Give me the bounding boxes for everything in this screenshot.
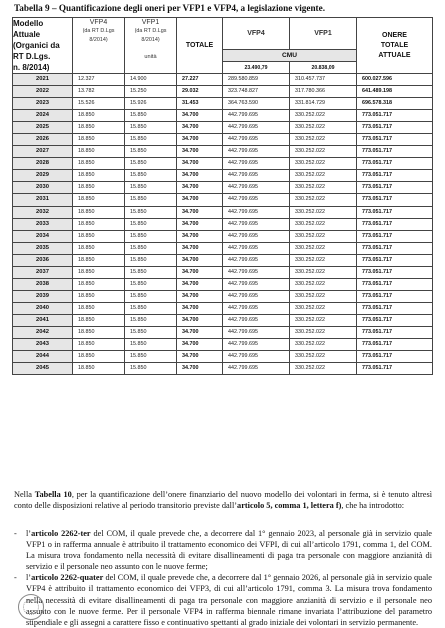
cell-vfp4: 18.850 xyxy=(73,266,125,278)
cell-totale: 34.700 xyxy=(177,363,223,375)
cell-cmu-vfp1: 330.252.022 xyxy=(290,339,357,351)
cell-year: 2027 xyxy=(13,146,73,158)
cell-totale: 34.700 xyxy=(177,146,223,158)
header-vfp4-cmu: VFP4 xyxy=(223,18,290,50)
cell-vfp1: 15.850 xyxy=(125,314,177,326)
cell-vfp1: 15.850 xyxy=(125,339,177,351)
cell-vfp1: 15.850 xyxy=(125,351,177,363)
cell-year: 2033 xyxy=(13,218,73,230)
cell-cmu-vfp1: 330.252.022 xyxy=(290,170,357,182)
cell-year: 2023 xyxy=(13,98,73,110)
table-row xyxy=(13,98,433,110)
cell-onere: 773.051.717 xyxy=(357,206,433,218)
cell-cmu-vfp1: 310.457.737 xyxy=(290,74,357,86)
cell-vfp4: 18.850 xyxy=(73,170,125,182)
table-row xyxy=(13,339,433,351)
cell-onere: 773.051.717 xyxy=(357,242,433,254)
cell-onere: 696.578.318 xyxy=(357,98,433,110)
cell-vfp4: 18.850 xyxy=(73,326,125,338)
table-row xyxy=(13,266,433,278)
cell-onere: 773.051.717 xyxy=(357,158,433,170)
bullet-list xyxy=(14,528,432,628)
cell-onere: 773.051.717 xyxy=(357,302,433,314)
cell-vfp4: 18.850 xyxy=(73,206,125,218)
cell-vfp1: 15.926 xyxy=(125,98,177,110)
cell-onere: 773.051.717 xyxy=(357,278,433,290)
table-row xyxy=(13,158,433,170)
cell-cmu-vfp1: 330.252.022 xyxy=(290,230,357,242)
cell-vfp4: 18.850 xyxy=(73,254,125,266)
cell-onere: 773.051.717 xyxy=(357,194,433,206)
cell-vfp1: 15.850 xyxy=(125,206,177,218)
cell-onere: 773.051.717 xyxy=(357,110,433,122)
cell-cmu-vfp4: 442.799.695 xyxy=(223,326,290,338)
cell-cmu-vfp1: 330.252.022 xyxy=(290,326,357,338)
table-row xyxy=(13,230,433,242)
cell-onere: 773.051.717 xyxy=(357,230,433,242)
table-row xyxy=(13,146,433,158)
articolo-5-ref: articolo 5, comma 1, lettera f) xyxy=(237,501,342,511)
header-vfp4: VFP4 (da RT D.Lgs 8/2014) xyxy=(73,18,125,74)
cell-vfp4: 18.850 xyxy=(73,218,125,230)
cell-vfp4: 18.850 xyxy=(73,314,125,326)
cell-cmu-vfp4: 442.799.695 xyxy=(223,351,290,363)
cell-vfp4: 18.850 xyxy=(73,194,125,206)
cell-year: 2036 xyxy=(13,254,73,266)
cell-year: 2040 xyxy=(13,302,73,314)
cell-vfp4: 18.850 xyxy=(73,290,125,302)
table-row xyxy=(13,242,433,254)
cell-totale: 34.700 xyxy=(177,314,223,326)
cell-vfp1: 15.850 xyxy=(125,218,177,230)
cell-totale: 34.700 xyxy=(177,278,223,290)
cell-cmu-vfp1: 331.814.729 xyxy=(290,98,357,110)
cell-vfp4: 18.850 xyxy=(73,351,125,363)
cell-vfp1: 15.850 xyxy=(125,158,177,170)
cell-onere: 773.051.717 xyxy=(357,326,433,338)
cell-cmu-vfp1: 330.252.022 xyxy=(290,290,357,302)
table-row xyxy=(13,326,433,338)
cell-onere: 773.051.717 xyxy=(357,134,433,146)
cell-totale: 27.227 xyxy=(177,74,223,86)
cell-cmu-vfp4: 442.799.695 xyxy=(223,242,290,254)
cell-cmu-vfp1: 330.252.022 xyxy=(290,314,357,326)
cell-year: 2038 xyxy=(13,278,73,290)
cell-cmu-vfp1: 317.780.366 xyxy=(290,86,357,98)
cell-cmu-vfp4: 442.799.695 xyxy=(223,278,290,290)
cell-cmu-vfp1: 330.252.022 xyxy=(290,266,357,278)
cell-cmu-vfp4: 442.799.695 xyxy=(223,290,290,302)
cell-cmu-vfp4: 442.799.695 xyxy=(223,122,290,134)
cell-cmu-vfp4: 442.799.695 xyxy=(223,158,290,170)
cell-totale: 34.700 xyxy=(177,122,223,134)
cell-cmu-vfp4: 442.799.695 xyxy=(223,230,290,242)
table-row xyxy=(13,218,433,230)
cell-cmu-vfp1: 330.252.022 xyxy=(290,194,357,206)
header-cmu-vfp4-value: 23.490,79 xyxy=(223,62,290,74)
cell-cmu-vfp1: 330.252.022 xyxy=(290,254,357,266)
cell-cmu-vfp1: 330.252.022 xyxy=(290,363,357,375)
cell-vfp1: 15.850 xyxy=(125,134,177,146)
articolo-2262-ter: articolo 2262-ter xyxy=(31,529,91,538)
cell-vfp1: 15.850 xyxy=(125,278,177,290)
intro-paragraph: Nella Tabella 10, per la quantificazione dell’onere finanziario del nuovo modello dei volontari in ferma, si è tenuto altresì conto delle disposizioni relative al periodo transitorio previste dall’articolo 5, comma 1, lettera f), che ha introdotto: xyxy=(14,490,432,511)
cell-onere: 773.051.717 xyxy=(357,218,433,230)
cell-cmu-vfp4: 442.799.695 xyxy=(223,363,290,375)
cell-onere: 773.051.717 xyxy=(357,290,433,302)
cell-vfp1: 15.850 xyxy=(125,302,177,314)
table-row xyxy=(13,182,433,194)
cell-totale: 34.700 xyxy=(177,110,223,122)
table-row xyxy=(13,134,433,146)
cell-onere: 773.051.717 xyxy=(357,182,433,194)
cell-totale: 29.032 xyxy=(177,86,223,98)
cell-year: 2039 xyxy=(13,290,73,302)
cell-totale: 34.700 xyxy=(177,242,223,254)
cell-totale: 34.700 xyxy=(177,351,223,363)
cell-vfp4: 18.850 xyxy=(73,146,125,158)
cell-totale: 34.700 xyxy=(177,170,223,182)
cell-cmu-vfp1: 330.252.022 xyxy=(290,351,357,363)
cell-totale: 34.700 xyxy=(177,339,223,351)
cell-vfp4: 13.782 xyxy=(73,86,125,98)
cell-onere: 773.051.717 xyxy=(357,254,433,266)
cell-vfp1: 15.250 xyxy=(125,86,177,98)
cell-vfp1: 15.850 xyxy=(125,266,177,278)
cell-vfp4: 15.526 xyxy=(73,98,125,110)
table-row xyxy=(13,74,433,86)
cell-onere: 773.051.717 xyxy=(357,363,433,375)
cell-year: 2043 xyxy=(13,339,73,351)
cell-onere: 641.489.198 xyxy=(357,86,433,98)
cell-vfp1: 15.850 xyxy=(125,290,177,302)
cell-onere: 773.051.717 xyxy=(357,122,433,134)
table-row xyxy=(13,86,433,98)
cell-vfp4: 18.850 xyxy=(73,242,125,254)
articolo-2262-quater: articolo 2262-quater xyxy=(31,573,104,583)
table-row xyxy=(13,254,433,266)
header-modello-attuale: Modello Attuale (Organici da RT D.Lgs. n. 8/2014) xyxy=(13,18,73,74)
cell-year: 2026 xyxy=(13,134,73,146)
header-cmu-vfp1-value: 20.838,09 xyxy=(290,62,357,74)
table-row xyxy=(13,363,433,375)
cell-onere: 773.051.717 xyxy=(357,339,433,351)
cell-vfp1: 15.850 xyxy=(125,146,177,158)
cell-cmu-vfp4: 442.799.695 xyxy=(223,170,290,182)
cell-cmu-vfp1: 330.252.022 xyxy=(290,158,357,170)
cell-totale: 34.700 xyxy=(177,230,223,242)
cell-vfp4: 18.850 xyxy=(73,278,125,290)
cell-vfp1: 15.850 xyxy=(125,242,177,254)
cell-onere: 600.027.596 xyxy=(357,74,433,86)
cell-cmu-vfp1: 330.252.022 xyxy=(290,206,357,218)
header-cmu: CMU xyxy=(223,50,357,62)
cell-vfp4: 12.327 xyxy=(73,74,125,86)
cell-totale: 34.700 xyxy=(177,326,223,338)
cell-cmu-vfp1: 330.252.022 xyxy=(290,302,357,314)
cell-totale: 34.700 xyxy=(177,266,223,278)
cell-cmu-vfp4: 323.748.827 xyxy=(223,86,290,98)
cell-cmu-vfp4: 442.799.695 xyxy=(223,206,290,218)
cell-vfp1: 15.850 xyxy=(125,122,177,134)
table-row xyxy=(13,302,433,314)
table-row xyxy=(13,290,433,302)
cell-vfp1: 14.900 xyxy=(125,74,177,86)
oneri-table xyxy=(12,17,433,375)
cell-year: 2032 xyxy=(13,206,73,218)
cell-totale: 34.700 xyxy=(177,218,223,230)
cell-year: 2030 xyxy=(13,182,73,194)
list-item: - l’articolo 2262-quater del COM, il quale prevede che, a decorrere dal 1° gennaio 2026, al personale già in servizio quale VFP4 è attribuito il trattamento economico dei VFP3, di cui all’articolo 1791, comma 3. La misura trova fondamento nella necessità di evitare disallineamenti di paga tra personale con maggiore anzianità di servizio e il personale neo assunto con le nuove ferme. Per il personale VFP4 in rafferma biennale rimane invariata l’attribuzione del parametro stipendiale e gli assegni a carattere fisso e continuativo spettanti al grado iniziale dei volontari in servizio permanente. xyxy=(14,573,432,627)
table-row xyxy=(13,278,433,290)
cell-onere: 773.051.717 xyxy=(357,266,433,278)
header-vfp1-cmu: VFP1 xyxy=(290,18,357,50)
cell-year: 2029 xyxy=(13,170,73,182)
cell-vfp4: 18.850 xyxy=(73,122,125,134)
table-row xyxy=(13,110,433,122)
cell-vfp4: 18.850 xyxy=(73,363,125,375)
cell-cmu-vfp1: 330.252.022 xyxy=(290,242,357,254)
cell-vfp4: 18.850 xyxy=(73,230,125,242)
cell-vfp1: 15.850 xyxy=(125,194,177,206)
cell-totale: 34.700 xyxy=(177,302,223,314)
cell-cmu-vfp1: 330.252.022 xyxy=(290,218,357,230)
cell-cmu-vfp4: 442.799.695 xyxy=(223,218,290,230)
cell-year: 2042 xyxy=(13,326,73,338)
cell-cmu-vfp4: 442.799.695 xyxy=(223,266,290,278)
cell-onere: 773.051.717 xyxy=(357,170,433,182)
table-caption: Tabella 9 – Quantificazione degli oneri per VFP1 e VFP4, a legislazione vigente. xyxy=(14,3,325,13)
table-row xyxy=(13,314,433,326)
cell-totale: 34.700 xyxy=(177,194,223,206)
header-vfp1: VFP1 (da RT D.Lgs 8/2014) unità xyxy=(125,18,177,74)
cell-year: 2034 xyxy=(13,230,73,242)
cell-vfp1: 15.850 xyxy=(125,254,177,266)
header-unita: unità xyxy=(144,54,157,60)
cell-vfp1: 15.850 xyxy=(125,363,177,375)
cell-cmu-vfp1: 330.252.022 xyxy=(290,182,357,194)
cell-year: 2028 xyxy=(13,158,73,170)
header-totale: TOTALE xyxy=(177,18,223,74)
cell-totale: 34.700 xyxy=(177,134,223,146)
table-row xyxy=(13,122,433,134)
cell-cmu-vfp4: 289.580.859 xyxy=(223,74,290,86)
cell-vfp1: 15.850 xyxy=(125,326,177,338)
cell-year: 2035 xyxy=(13,242,73,254)
cell-year: 2025 xyxy=(13,122,73,134)
cell-year: 2031 xyxy=(13,194,73,206)
cell-totale: 34.700 xyxy=(177,158,223,170)
cell-vfp4: 18.850 xyxy=(73,110,125,122)
cell-cmu-vfp4: 442.799.695 xyxy=(223,302,290,314)
cell-vfp4: 18.850 xyxy=(73,339,125,351)
cell-onere: 773.051.717 xyxy=(357,351,433,363)
cell-totale: 34.700 xyxy=(177,254,223,266)
cell-vfp4: 18.850 xyxy=(73,182,125,194)
cell-cmu-vfp4: 442.799.695 xyxy=(223,254,290,266)
cell-cmu-vfp4: 442.799.695 xyxy=(223,194,290,206)
tabella-10-ref: Tabella 10 xyxy=(34,490,72,499)
cell-totale: 31.453 xyxy=(177,98,223,110)
cell-cmu-vfp1: 330.252.022 xyxy=(290,110,357,122)
cell-totale: 34.700 xyxy=(177,290,223,302)
table-row xyxy=(13,351,433,363)
cell-vfp4: 18.850 xyxy=(73,302,125,314)
cell-cmu-vfp1: 330.252.022 xyxy=(290,122,357,134)
cell-totale: 34.700 xyxy=(177,206,223,218)
cell-year: 2022 xyxy=(13,86,73,98)
cell-vfp1: 15.850 xyxy=(125,170,177,182)
cell-cmu-vfp4: 442.799.695 xyxy=(223,134,290,146)
cell-year: 2041 xyxy=(13,314,73,326)
cell-cmu-vfp1: 330.252.022 xyxy=(290,278,357,290)
cell-year: 2021 xyxy=(13,74,73,86)
table-row xyxy=(13,194,433,206)
official-seal-icon xyxy=(18,594,44,620)
cell-cmu-vfp4: 442.799.695 xyxy=(223,110,290,122)
cell-year: 2044 xyxy=(13,351,73,363)
cell-vfp1: 15.850 xyxy=(125,110,177,122)
cell-cmu-vfp1: 330.252.022 xyxy=(290,146,357,158)
cell-cmu-vfp4: 442.799.695 xyxy=(223,146,290,158)
cell-cmu-vfp4: 364.763.590 xyxy=(223,98,290,110)
cell-cmu-vfp4: 442.799.695 xyxy=(223,339,290,351)
cell-onere: 773.051.717 xyxy=(357,314,433,326)
cell-year: 2024 xyxy=(13,110,73,122)
cell-vfp4: 18.850 xyxy=(73,158,125,170)
cell-totale: 34.700 xyxy=(177,182,223,194)
list-item: - l’articolo 2262-ter del COM, il quale prevede che, a decorrere dal 1° gennaio 2023, al personale già in servizio quale VFP1 o in rafferma annuale è attribuito il trattamento economico dei VFPI, di cui all’articolo 1791, comma 1, del COM. La misura trova fondamento nella necessità di evitare disallineamenti di paga tra personale con maggiore anzianità di servizio e il personale neo assunto con le nuove ferme; xyxy=(14,529,432,572)
cell-onere: 773.051.717 xyxy=(357,146,433,158)
cell-vfp1: 15.850 xyxy=(125,230,177,242)
cell-year: 2037 xyxy=(13,266,73,278)
table-row xyxy=(13,206,433,218)
cell-vfp4: 18.850 xyxy=(73,134,125,146)
header-onere-totale-attuale: ONERE TOTALE ATTUALE xyxy=(357,18,433,74)
cell-cmu-vfp4: 442.799.695 xyxy=(223,182,290,194)
cell-vfp1: 15.850 xyxy=(125,182,177,194)
cell-year: 2045 xyxy=(13,363,73,375)
table-row xyxy=(13,170,433,182)
cell-cmu-vfp1: 330.252.022 xyxy=(290,134,357,146)
cell-cmu-vfp4: 442.799.695 xyxy=(223,314,290,326)
